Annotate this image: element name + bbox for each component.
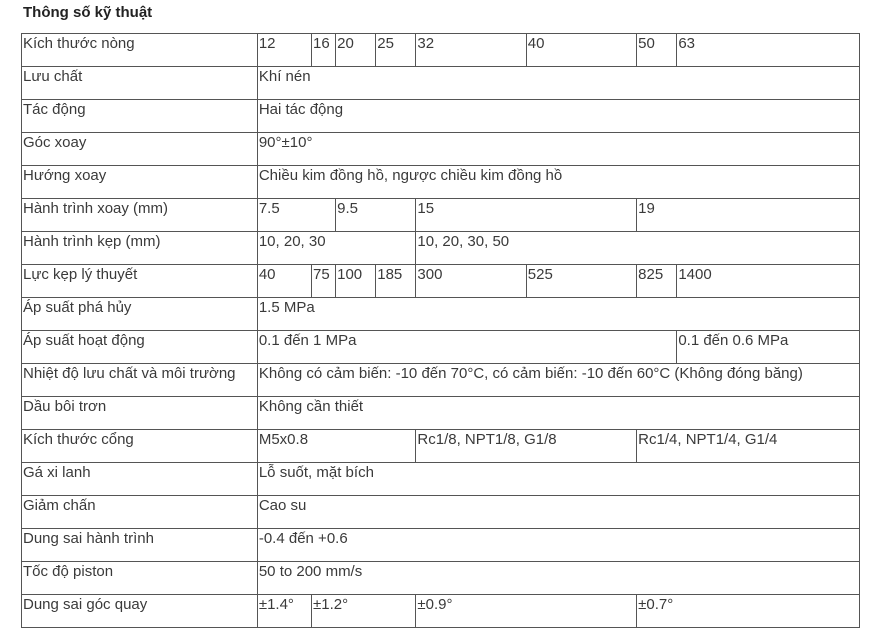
- row-label: Kích thước nòng: [22, 34, 258, 67]
- spec-row: [22, 463, 860, 496]
- spec-row: [22, 529, 860, 562]
- spec-cell: 40: [257, 265, 311, 298]
- spec-cell: 9.5: [336, 199, 416, 232]
- spec-cell: Rc1/8, NPT1/8, G1/8: [416, 430, 637, 463]
- row-label: Giảm chấn: [22, 496, 258, 529]
- spec-cell: 16: [312, 34, 336, 67]
- spec-cell: 12: [257, 34, 311, 67]
- spec-cell: Cao su: [257, 496, 859, 529]
- row-label: Góc xoay: [22, 133, 258, 166]
- spec-cell: 525: [526, 265, 636, 298]
- spec-cell: 10, 20, 30, 50: [416, 232, 860, 265]
- spec-cell: 10, 20, 30: [257, 232, 416, 265]
- row-label: Dầu bôi trơn: [22, 397, 258, 430]
- spec-row: [22, 430, 860, 463]
- row-label: Tác động: [22, 100, 258, 133]
- spec-cell: Rc1/4, NPT1/4, G1/4: [637, 430, 860, 463]
- spec-row: [22, 397, 860, 430]
- spec-row: [22, 199, 860, 232]
- spec-row: [22, 133, 860, 166]
- spec-cell: 20: [336, 34, 376, 67]
- spec-row: [22, 100, 860, 133]
- spec-cell: 1400: [677, 265, 860, 298]
- spec-cell: 825: [637, 265, 677, 298]
- spec-cell: ±1.4°: [257, 595, 311, 628]
- spec-cell: ±0.9°: [416, 595, 637, 628]
- spec-cell: 100: [336, 265, 376, 298]
- spec-cell: 19: [637, 199, 860, 232]
- row-label: Lực kẹp lý thuyết: [22, 265, 258, 298]
- spec-table: [21, 33, 860, 628]
- spec-cell: 63: [677, 34, 860, 67]
- spec-row: [22, 265, 860, 298]
- row-label: Dung sai góc quay: [22, 595, 258, 628]
- spec-cell: -0.4 đến +0.6: [257, 529, 859, 562]
- spec-cell: M5x0.8: [257, 430, 416, 463]
- spec-cell: Khí nén: [257, 67, 859, 100]
- spec-cell: 32: [416, 34, 526, 67]
- row-label: Gá xi lanh: [22, 463, 258, 496]
- spec-row: [22, 364, 860, 397]
- spec-cell: Không cần thiết: [257, 397, 859, 430]
- spec-cell: 90°±10°: [257, 133, 859, 166]
- spec-cell: ±1.2°: [312, 595, 416, 628]
- row-label: Nhiệt độ lưu chất và môi trường: [22, 364, 258, 397]
- spec-row: [22, 331, 860, 364]
- spec-cell: 1.5 MPa: [257, 298, 859, 331]
- spec-cell: 0.1 đến 0.6 MPa: [677, 331, 860, 364]
- spec-cell: 75: [312, 265, 336, 298]
- row-label: Hướng xoay: [22, 166, 258, 199]
- spec-cell: 0.1 đến 1 MPa: [257, 331, 676, 364]
- row-label: Hành trình kẹp (mm): [22, 232, 258, 265]
- spec-row: [22, 496, 860, 529]
- spec-cell: 185: [376, 265, 416, 298]
- spec-row: [22, 562, 860, 595]
- spec-cell: 300: [416, 265, 526, 298]
- spec-cell: ±0.7°: [637, 595, 860, 628]
- row-label: Dung sai hành trình: [22, 529, 258, 562]
- spec-cell: Lỗ suốt, mặt bích: [257, 463, 859, 496]
- spec-row: [22, 166, 860, 199]
- row-label: Hành trình xoay (mm): [22, 199, 258, 232]
- spec-cell: 40: [526, 34, 636, 67]
- spec-row: [22, 34, 860, 67]
- row-label: Lưu chất: [22, 67, 258, 100]
- row-label: Tốc độ piston: [22, 562, 258, 595]
- spec-cell: 50 to 200 mm/s: [257, 562, 859, 595]
- spec-cell: 15: [416, 199, 637, 232]
- section-title: Thông số kỹ thuật: [23, 4, 153, 21]
- spec-row: [22, 595, 860, 628]
- spec-cell: 50: [637, 34, 677, 67]
- spec-cell: Hai tác động: [257, 100, 859, 133]
- spec-cell: Chiều kim đồng hồ, ngược chiều kim đồng hồ: [257, 166, 859, 199]
- spec-row: [22, 298, 860, 331]
- row-label: Áp suất hoạt động: [22, 331, 258, 364]
- spec-cell: 7.5: [257, 199, 335, 232]
- spec-cell: Không có cảm biến: -10 đến 70°C, có cảm biến: -10 đến 60°C (Không đóng băng): [257, 364, 859, 397]
- row-label: Kích thước cổng: [22, 430, 258, 463]
- spec-row: [22, 67, 860, 100]
- row-label: Áp suất phá hủy: [22, 298, 258, 331]
- spec-row: [22, 232, 860, 265]
- spec-cell: 25: [376, 34, 416, 67]
